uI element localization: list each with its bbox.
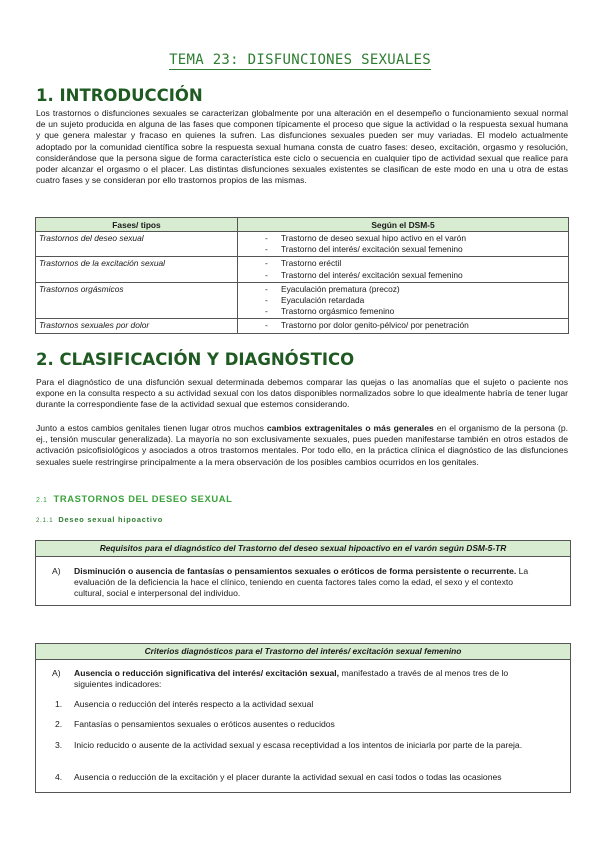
criterion-a [52,668,536,690]
table-cell-dsm [238,319,569,333]
paragraph-text: Junto a estos cambios genitales tienen lugar otros muchos [36,423,267,433]
criteria-box-header: Criterios diagnósticos para el Trastorno del interés/ excitación sexual femenino [36,644,570,660]
criterion-a [52,566,536,600]
list-item: - Trastorno por dolor genito-pélvico/ por penetración [241,320,565,331]
table-cell-dsm [238,282,569,319]
criterion-rest-text: manifestado a través de al menos tres de lo siguientes indicadores: [74,668,509,690]
section-heading-introduccion: 1. INTRODUCCIÓN [36,86,203,105]
subsubsection-heading-hipoactivo [36,515,163,524]
subsection-number: 2.1 [36,497,48,504]
paragraph-text: en el organismo de la persona (p. ej., tensión muscular generalizada). La mayoría no son exclusivamente sexuales, pues pueden manifestarse también en otros estados de activación psicofisiológicos y asociados a otros trastornos mentales. Por todo ello, en la práctica clínica el diagnóstico de las disfunciones sexuales suele restringirse principalmente a la mera observación de los posibles cambios ocurridos en los genitales. [36,423,569,467]
criterion-rest-text: La evaluación de la deficiencia la hace el clínico, teniendo en cuenta factores tales como la edad, el sexo y el contexto cultural, social e interpersonal del individuo. [74,566,529,599]
list-item [55,740,545,751]
table-header-row [36,218,569,232]
table-cell-tipo: Trastornos de la excitación sexual [36,257,238,282]
table-cell-tipo: Trastornos sexuales por dolor [36,319,238,333]
fases-table [35,217,569,334]
subsection-title: TRASTORNOS DEL DESEO SEXUAL [53,493,233,504]
list-item: - Trastorno del interés/ excitación sexual femenino [241,244,565,255]
table-cell-dsm [238,257,569,282]
subsubsection-title: Deseo sexual hipoactivo [58,515,164,524]
criterion-text [74,668,536,690]
list-item: - Trastorno orgásmico femenino [241,306,565,317]
list-item-text: Fantasías o pensamientos sexuales o eróticos ausentes o reducidos [74,719,335,729]
table-header-cell: Según el DSM-5 [238,218,569,232]
criterion-bold-text: Disminución o ausencia de fantasías o pensamientos sexuales o eróticos de forma persistente o recurrente. [74,566,517,576]
list-item-number: 3. [55,740,63,750]
table-cell-dsm [238,232,569,257]
list-item [55,772,545,783]
criterion-label: A) [52,566,61,576]
diagnosis-paragraph-1: Para el diagnóstico de una disfunción sexual determinada debemos comparar las quejas o las anomalías que el sujeto o paciente nos expone en la consulta respecto a su actividad sexual con los datos disponibles normalizados sobre lo que idealmente habría de tener lugar durante la correspondiente fase de la actividad sexual que estemos considerando. [36,377,568,410]
list-item-number: 4. [55,772,63,782]
list-item-number: 2. [55,719,63,729]
diagnosis-paragraph-2 [36,423,568,468]
list-item-number: 1. [55,699,63,709]
table-cell-tipo: Trastornos del deseo sexual [36,232,238,257]
list-item: - Eyaculación retardada [241,295,565,306]
table-row [36,232,569,257]
criterion-bold-text: Ausencia o reducción significativa del interés/ excitación sexual, [74,668,340,678]
list-item: - Trastorno de deseo sexual hipo activo en el varón [241,233,565,244]
list-item [55,699,545,710]
list-item: - Eyaculación prematura (precoz) [241,284,565,295]
section-heading-clasificacion: 2. CLASIFICACIÓN Y DIAGNÓSTICO [36,350,355,369]
table-row [36,319,569,333]
table-row [36,257,569,282]
list-item-text: Inicio reducido o ausente de la actividad sexual y escasa receptividad a los intentos de iniciarla por parte de la pareja. [74,740,523,750]
list-item-text: Ausencia o reducción de la excitación y el placer durante la actividad sexual en casi todos o todas las ocasiones [74,772,502,782]
criterion-text [74,566,536,600]
criteria-box-femenino [35,643,571,793]
intro-paragraph: Los trastornos o disfunciones sexuales se caracterizan globalmente por una alteración en el desempeño o funcionamiento sexual normal de un sujeto producida en alguna de las fases que componen típicamente el proceso que sigue la actividad o la respuesta sexual humana y que genera malestar y fracaso en quienes la sufren. Las disfunciones sexuales pueden ser muy variadas. El modelo actualmente adoptado por la comunidad científica sobre la respuesta sexual humana consta de cuatro fases: deseo, excitación, orgasmo y resolución, considerándose que la persona sigue de forma característica este ciclo o secuencia en cualquier tipo de actividad sexual que realice para poder alcanzar el orgasmo o el placer. Las distintas disfunciones sexuales existentes se clasifican de este modo en una u otra de estas cuatro fases y se consideran por ello trastornos propios de las mismas. [36,108,568,186]
table-header-cell: Fases/ tipos [36,218,238,232]
table-row [36,282,569,319]
subsubsection-number: 2.1.1 [36,518,54,524]
list-item: - Trastorno eréctil [241,258,565,269]
criterion-label: A) [52,668,61,678]
page-title: TEMA 23: DISFUNCIONES SEXUALES [169,52,431,68]
table-cell-tipo: Trastornos orgásmicos [36,282,238,319]
subsection-heading-deseo [36,493,232,504]
list-item-text: Ausencia o reducción del interés respecto a la actividad sexual [74,699,314,709]
criteria-box-header: Requisitos para el diagnóstico del Trastorno del deseo sexual hipoactivo en el varón según DSM-5-TR [36,541,570,557]
paragraph-bold-text: cambios extragenitales o más generales [266,423,434,433]
list-item [55,719,545,730]
list-item: - Trastorno del interés/ excitación sexual femenino [241,270,565,281]
